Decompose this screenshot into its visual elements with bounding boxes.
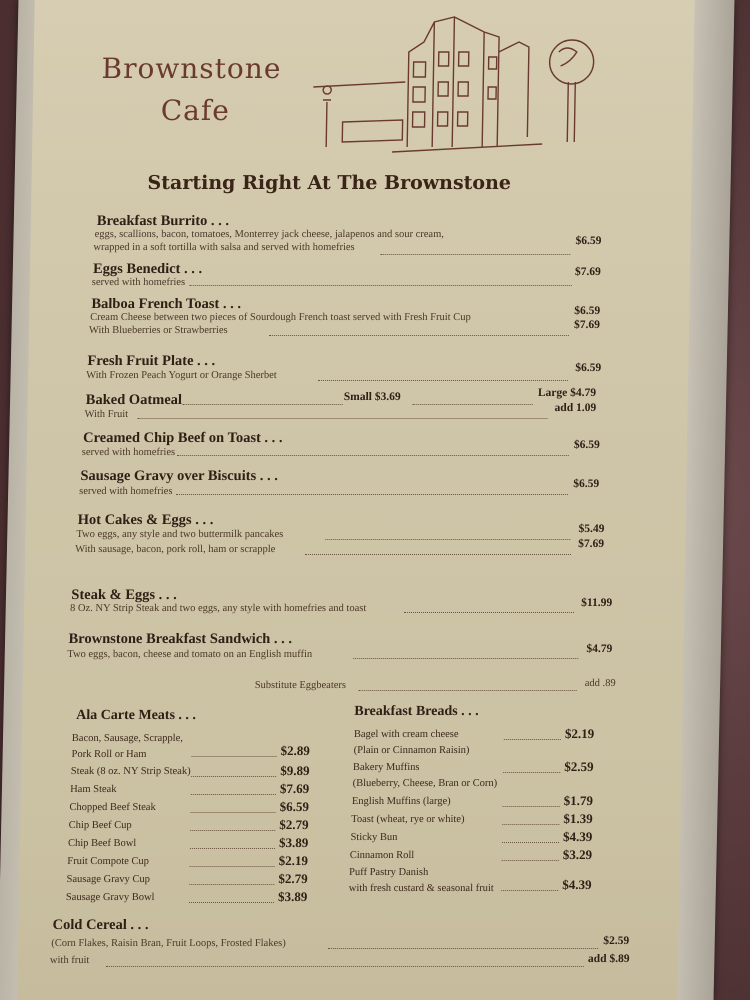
item-name-fresh-fruit-plate: Fresh Fruit Plate . . . bbox=[87, 353, 216, 369]
meats-row-label: Bacon, Sausage, Scrapple, bbox=[71, 733, 184, 744]
meats-row-price: $9.89 bbox=[280, 763, 310, 779]
meats-row-price: $3.89 bbox=[278, 835, 309, 850]
dot-leader bbox=[191, 812, 276, 813]
dot-leader bbox=[501, 890, 558, 891]
item-price: $6.59 bbox=[573, 439, 600, 451]
dot-leader bbox=[190, 285, 572, 286]
item-price: $7.69 bbox=[574, 266, 601, 278]
item-desc: With Frozen Peach Yogurt or Orange Sherbet bbox=[86, 370, 277, 381]
breads-row-price: $1.79 bbox=[563, 792, 594, 808]
dot-leader bbox=[137, 418, 547, 419]
dot-leader bbox=[305, 554, 571, 555]
item-desc: served with homefries bbox=[79, 486, 173, 497]
breads-row-label: Toast (wheat, rye or white) bbox=[351, 813, 465, 825]
dot-leader bbox=[325, 539, 570, 540]
breads-row-sublabel: (Plain or Cinnamon Raisin) bbox=[353, 744, 470, 756]
dot-leader bbox=[502, 860, 559, 861]
cereal-desc: (Corn Flakes, Raisin Bran, Fruit Loops, Frosted Flakes) bbox=[51, 938, 286, 949]
item-name-hot-cakes-eggs: Hot Cakes & Eggs . . . bbox=[77, 512, 214, 528]
meats-row-price: $2.79 bbox=[278, 870, 308, 886]
breads-row-price: $3.29 bbox=[562, 846, 593, 862]
breads-row-label: Cinnamon Roll bbox=[349, 849, 415, 861]
breads-row-label: Bagel with cream cheese bbox=[353, 729, 459, 740]
dot-leader bbox=[404, 612, 574, 613]
meats-title: Ala Carte Meats . . . bbox=[76, 708, 197, 723]
brownstone-building-illustration bbox=[312, 12, 615, 162]
item-desc: Cream Cheese between two pieces of Sourdough French toast served with Fresh Fruit Cup bbox=[90, 312, 471, 323]
meats-row-price: $3.89 bbox=[277, 888, 308, 904]
dot-leader bbox=[189, 902, 274, 903]
meats-row-price: $2.79 bbox=[279, 817, 309, 833]
item-price: $6.59 bbox=[575, 362, 602, 374]
item-price: $11.99 bbox=[581, 597, 613, 609]
item-name-brownstone-breakfast-sandwich: Brownstone Breakfast Sandwich . . . bbox=[68, 631, 293, 647]
dot-leader bbox=[192, 756, 277, 757]
dot-leader bbox=[503, 806, 560, 807]
dot-leader bbox=[359, 690, 577, 691]
item-name-balboa-french-toast: Balboa French Toast . . . bbox=[91, 296, 242, 312]
meats-row-label: Sausage Gravy Cup bbox=[66, 873, 151, 885]
item-desc: Two eggs, bacon, cheese and tomato on an English muffin bbox=[67, 649, 313, 660]
breads-row-price: $4.39 bbox=[563, 828, 593, 844]
dot-leader bbox=[269, 335, 569, 336]
breads-row-price: $4.39 bbox=[562, 876, 592, 892]
breads-row-price: $2.59 bbox=[564, 759, 594, 775]
small-price: Small $3.69 bbox=[343, 391, 401, 403]
breads-row-label: English Muffins (large) bbox=[351, 795, 451, 807]
item-price: $4.79 bbox=[586, 643, 613, 655]
item-desc: Two eggs, any style and two buttermilk pancakes bbox=[76, 529, 284, 540]
breads-row-sublabel: with fresh custard & seasonal fruit bbox=[348, 882, 494, 894]
dot-leader bbox=[190, 848, 275, 849]
item-name-baked-oatmeal: Baked Oatmeal bbox=[85, 392, 183, 408]
item-name-steak-eggs: Steak & Eggs . . . bbox=[71, 587, 178, 603]
dot-leader bbox=[328, 948, 598, 949]
item-price: $6.59 bbox=[574, 305, 601, 317]
logo-line2: Cafe bbox=[160, 94, 231, 127]
cereal-title: Cold Cereal . . . bbox=[52, 917, 149, 933]
breads-row-label: Sticky Bun bbox=[350, 831, 398, 843]
cereal-fruit-price: add $.89 bbox=[587, 953, 630, 965]
meats-row-label: Ham Steak bbox=[70, 784, 117, 796]
cereal-fruit-label: with fruit bbox=[49, 955, 90, 966]
breads-row-label: Puff Pastry Danish bbox=[348, 867, 429, 879]
breads-row-sublabel: (Blueberry, Cheese, Bran or Corn) bbox=[352, 777, 498, 789]
breads-title: Breakfast Breads . . . bbox=[354, 704, 479, 719]
item-price: $6.59 bbox=[575, 235, 602, 247]
meats-row-price: $6.59 bbox=[279, 799, 310, 815]
dot-leader bbox=[191, 776, 276, 777]
item-name-eggs-benedict: Eggs Benedict . . . bbox=[92, 261, 203, 277]
dot-leader bbox=[503, 772, 560, 773]
dot-leader bbox=[413, 404, 533, 405]
breads-row-price: $2.19 bbox=[564, 726, 595, 741]
add-price: add 1.09 bbox=[554, 402, 597, 414]
dot-leader bbox=[189, 884, 274, 885]
menu-page bbox=[17, 0, 694, 1000]
meats-row-price: $7.69 bbox=[279, 781, 310, 797]
dot-leader bbox=[502, 824, 559, 825]
item-desc: 8 Oz. NY Strip Steak and two eggs, any style with homefries and toast bbox=[70, 603, 367, 614]
page-title: Starting Right At The Brownstone bbox=[147, 172, 512, 194]
dot-leader bbox=[183, 404, 343, 405]
substitute-label: Substitute Eggbeaters bbox=[254, 680, 347, 691]
meats-row-label: Chip Beef Cup bbox=[68, 820, 132, 832]
item-name-breakfast-burrito: Breakfast Burrito . . . bbox=[96, 213, 230, 229]
item-price: $6.59 bbox=[573, 478, 600, 490]
item-desc: served with homefries bbox=[91, 277, 186, 288]
meats-row-label: Sausage Gravy Bowl bbox=[65, 891, 155, 903]
dot-leader bbox=[191, 794, 276, 795]
item-price: $7.69 bbox=[578, 538, 605, 550]
large-price: Large $4.79 bbox=[537, 387, 597, 399]
dot-leader bbox=[176, 494, 568, 495]
dot-leader bbox=[106, 966, 584, 967]
dot-leader bbox=[502, 842, 559, 843]
meats-row-label: Steak (8 oz. NY Strip Steak) bbox=[70, 766, 191, 778]
meats-row-price: $2.19 bbox=[278, 852, 309, 868]
item-desc: wrapped in a soft tortilla with salsa and served with homefries bbox=[93, 242, 355, 253]
dot-leader bbox=[177, 455, 569, 456]
dot-leader bbox=[380, 254, 570, 255]
dot-leader bbox=[504, 739, 561, 740]
meats-row-label: Chip Beef Bowl bbox=[67, 838, 137, 849]
dot-leader bbox=[190, 866, 275, 867]
breads-row-price: $1.39 bbox=[563, 810, 593, 826]
item-name-sausage-gravy-biscuits: Sausage Gravy over Biscuits . . . bbox=[80, 468, 279, 484]
item-desc: With Fruit bbox=[84, 409, 129, 420]
item-desc: eggs, scallions, bacon, tomatoes, Monterrey jack cheese, jalapenos and sour cream, bbox=[94, 229, 445, 240]
dot-leader bbox=[190, 830, 275, 831]
logo-line1: Brownstone bbox=[101, 52, 282, 85]
dot-leader bbox=[353, 658, 578, 659]
item-price: $5.49 bbox=[578, 523, 605, 535]
breads-row-label: Bakery Muffins bbox=[352, 762, 420, 774]
meats-row-label: Chopped Beef Steak bbox=[69, 802, 156, 814]
item-name-creamed-chip-beef: Creamed Chip Beef on Toast . . . bbox=[82, 430, 283, 446]
dot-leader bbox=[318, 380, 568, 381]
meats-row-label: Fruit Compote Cup bbox=[67, 855, 150, 867]
meats-row-price: $2.89 bbox=[280, 742, 311, 758]
item-price: $7.69 bbox=[573, 319, 601, 331]
meats-row-sublabel: Pork Roll or Ham bbox=[71, 748, 147, 760]
substitute-price: add .89 bbox=[584, 678, 616, 689]
item-desc: With Blueberries or Strawberries bbox=[88, 325, 228, 336]
item-desc: With sausage, bacon, pork roll, ham or scrapple bbox=[75, 544, 276, 555]
item-desc: served with homefries bbox=[81, 447, 176, 458]
cereal-price: $2.59 bbox=[603, 935, 630, 947]
